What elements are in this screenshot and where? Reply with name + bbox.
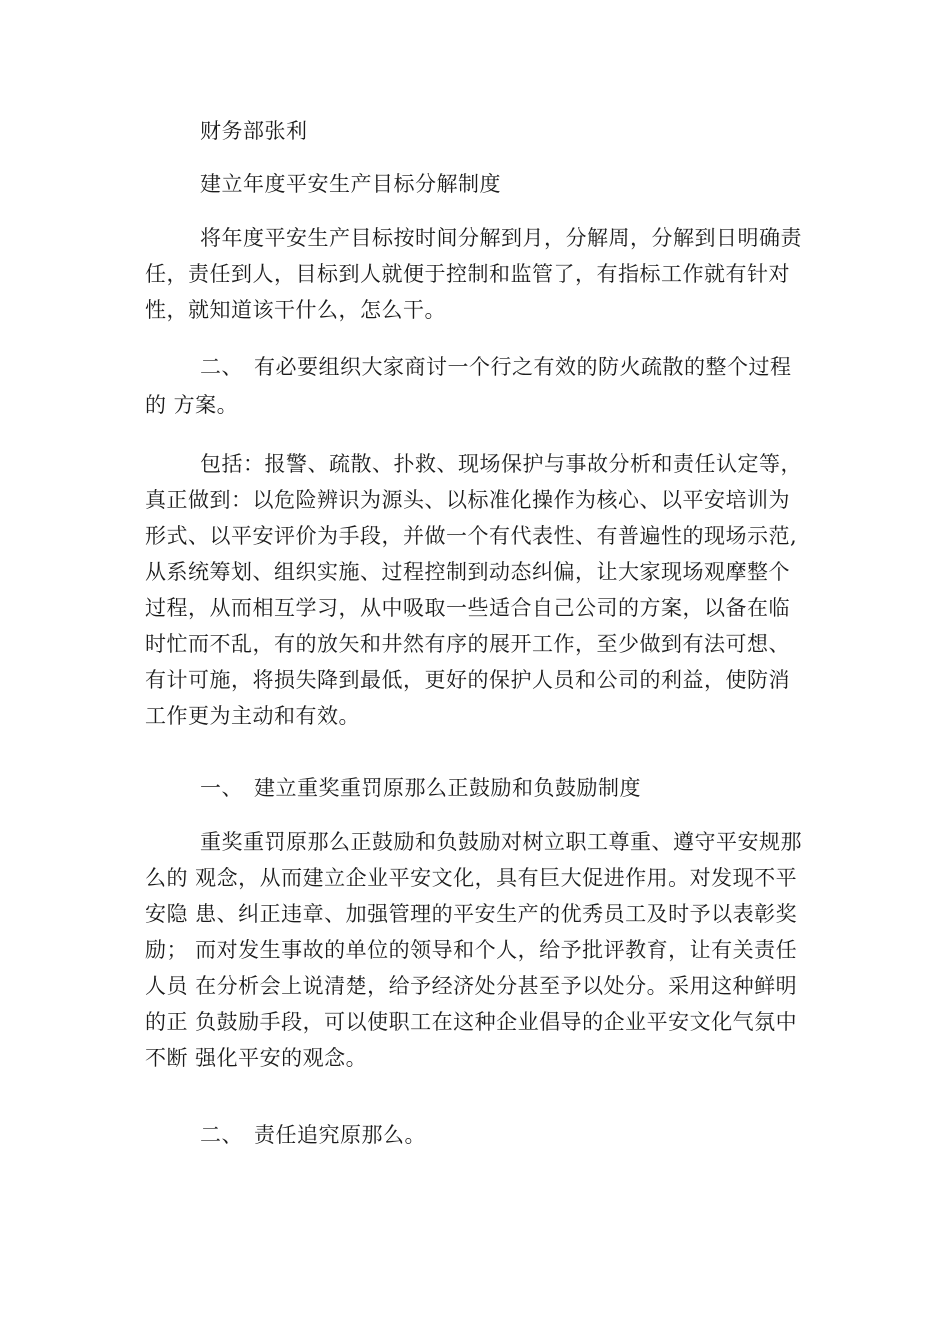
section-2b-number: 二、 xyxy=(200,1123,243,1147)
paragraph-3-line-5: 人员 在分析会上说清楚，给予经济处分甚至予以处分。采用这种鲜明 xyxy=(145,974,798,998)
paragraph-3-line-6: 的正 负鼓励手段，可以使职工在这种企业倡导的企业平安文化气氛中 xyxy=(145,1010,798,1034)
paragraph-1-line-3: 性，就知道该干什么，怎么干。 xyxy=(145,298,446,322)
paragraph-3-line-2: 么的 观念，从而建立企业平安文化，具有巨大促进作用。对发现不平 xyxy=(145,866,798,890)
section-2-text: 有必要组织大家商讨一个行之有效的防火疏散的整个过程 xyxy=(254,355,792,379)
paragraph-1-line-2: 任，责任到人，目标到人就便于控制和监管了，有指标工作就有针对 xyxy=(145,262,790,286)
paragraph-2-line-4: 从系统筹划、组织实施、过程控制到动态纠偏，让大家现场观摩整个 xyxy=(145,560,790,584)
section-1-number: 一、 xyxy=(200,776,243,800)
section-1-text: 建立重奖重罚原那么正鼓励和负鼓励制度 xyxy=(254,776,641,800)
paragraph-1-line-1: 将年度平安生产目标按时间分解到月，分解周，分解到日明确责 xyxy=(200,226,802,250)
paragraph-3-line-3: 安隐 患、纠正违章、加强管理的平安生产的优秀员工及时予以表彰奖 xyxy=(145,902,798,926)
paragraph-3-line-4: 励； 而对发生事故的单位的领导和个人，给予批评教育，让有关责任 xyxy=(145,938,798,962)
paragraph-2-line-8: 工作更为主动和有效。 xyxy=(145,704,360,728)
section-2b-text: 责任追究原那么。 xyxy=(254,1123,426,1147)
paragraph-3-line-1: 重奖重罚原那么正鼓励和负鼓励对树立职工尊重、遵守平安规那 xyxy=(200,830,802,854)
paragraph-2-line-7: 有计可施，将损失降到最低，更好的保护人员和公司的利益，使防消 xyxy=(145,668,790,692)
paragraph-2-line-2: 真正做到：以危险辨识为源头、以标准化操作为核心、以平安培训为 xyxy=(145,488,790,512)
paragraph-2-line-5: 过程，从而相互学习，从中吸取一些适合自己公司的方案，以备在临 xyxy=(145,596,790,620)
section-2-heading-line-2: 的 方案。 xyxy=(145,393,239,417)
section-2b-heading xyxy=(200,1123,426,1147)
author-line: 财务部张利 xyxy=(200,119,308,143)
section-1-heading xyxy=(200,776,641,800)
paragraph-2-line-3: 形式、以平安评价为手段，并做一个有代表性、有普遍性的现场示范, xyxy=(145,524,798,548)
section-2-heading-line-1 xyxy=(200,355,792,379)
paragraph-3-line-7: 不断 强化平安的观念。 xyxy=(145,1046,368,1070)
paragraph-2-line-1: 包括：报警、疏散、扑救、现场保护与事故分析和责任认定等， xyxy=(200,452,802,476)
paragraph-2-line-6: 时忙而不乱，有的放矢和井然有序的展开工作，至少做到有法可想、 xyxy=(145,632,790,656)
section-2-number: 二、 xyxy=(200,355,243,379)
document-title: 建立年度平安生产目标分解制度 xyxy=(200,172,501,196)
